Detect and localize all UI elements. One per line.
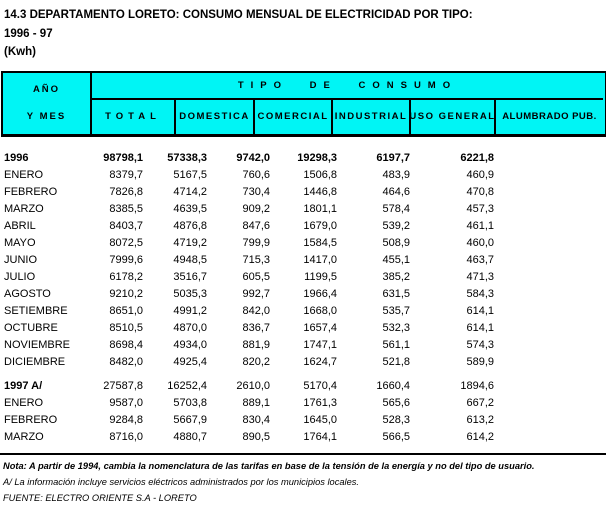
cell-uso-general: 483,9 <box>382 169 410 181</box>
cell-domestica: 57338,3 <box>167 152 207 164</box>
cell-domestica: 4925,4 <box>173 356 207 368</box>
row-label: AGOSTO <box>4 288 51 300</box>
cell-uso-general: 521,8 <box>382 356 410 368</box>
row-label: 1996 <box>4 152 29 164</box>
footnotes <box>0 455 606 506</box>
table-body <box>0 137 606 446</box>
cell-industrial: 1747,1 <box>303 339 337 351</box>
cell-domestica: 4934,0 <box>173 339 207 351</box>
table-row <box>0 286 606 303</box>
table-row <box>0 150 606 167</box>
cell-comercial: 799,9 <box>242 237 270 249</box>
cell-comercial: 847,6 <box>242 220 270 232</box>
row-label: JUNIO <box>4 254 37 266</box>
page-title: 14.3 DEPARTAMENTO LORETO: CONSUMO MENSUAL DE ELECTRICIDAD POR TIPO: <box>4 9 473 21</box>
cell-domestica: 5035,3 <box>173 288 207 300</box>
table-row <box>0 269 606 286</box>
cell-industrial: 1668,0 <box>303 305 337 317</box>
cell-alumbrado: 614,1 <box>466 305 494 317</box>
cell-industrial: 1679,0 <box>303 220 337 232</box>
cell-alumbrado: 667,2 <box>466 397 494 409</box>
cell-industrial: 1657,4 <box>303 322 337 334</box>
cell-alumbrado: 614,1 <box>466 322 494 334</box>
table-row <box>0 201 606 218</box>
cell-total: 8716,0 <box>109 431 143 443</box>
cell-alumbrado: 584,3 <box>466 288 494 300</box>
cell-comercial: 909,2 <box>242 203 270 215</box>
title-units: (Kwh) <box>4 46 36 58</box>
row-label: SETIEMBRE <box>4 305 68 317</box>
cell-industrial: 1624,7 <box>303 356 337 368</box>
cell-uso-general: 539,2 <box>382 220 410 232</box>
cell-total: 7826,8 <box>109 186 143 198</box>
cell-industrial: 5170,4 <box>303 380 337 392</box>
table-row <box>0 395 606 412</box>
cell-total: 9210,2 <box>109 288 143 300</box>
row-label: FEBRERO <box>4 414 58 426</box>
cell-industrial: 1966,4 <box>303 288 337 300</box>
cell-domestica: 4639,5 <box>173 203 207 215</box>
cell-domestica: 16252,4 <box>167 380 207 392</box>
cell-uso-general: 528,3 <box>382 414 410 426</box>
row-label: ENERO <box>4 169 44 181</box>
cell-alumbrado: 471,3 <box>466 271 494 283</box>
title-years: 1996 - 97 <box>4 27 53 40</box>
row-label: ABRIL <box>4 220 36 232</box>
cell-uso-general: 565,6 <box>382 397 410 409</box>
row-label: MARZO <box>4 203 44 215</box>
cell-comercial: 715,3 <box>242 254 270 266</box>
cell-alumbrado: 470,8 <box>466 186 494 198</box>
cell-industrial: 1417,0 <box>303 254 337 266</box>
cell-total: 9587,0 <box>109 397 143 409</box>
table-row <box>0 218 606 235</box>
row-label: NOVIEMBRE <box>4 339 71 351</box>
corner-header-line1: AÑO <box>32 83 61 95</box>
table-row <box>0 235 606 252</box>
cell-comercial: 830,4 <box>242 414 270 426</box>
cell-uso-general: 578,4 <box>382 203 410 215</box>
cell-domestica: 4948,5 <box>173 254 207 266</box>
cell-uso-general: 631,5 <box>382 288 410 300</box>
cell-domestica: 4880,7 <box>173 431 207 443</box>
cell-domestica: 4719,2 <box>173 237 207 249</box>
table-row <box>0 167 606 184</box>
row-label: MARZO <box>4 431 44 443</box>
cell-uso-general: 561,1 <box>382 339 410 351</box>
cell-total: 6178,2 <box>109 271 143 283</box>
cell-total: 8510,5 <box>109 322 143 334</box>
cell-alumbrado: 1894,6 <box>460 380 494 392</box>
cell-comercial: 605,5 <box>242 271 270 283</box>
cell-domestica: 4870,0 <box>173 322 207 334</box>
cell-alumbrado: 589,9 <box>466 356 494 368</box>
cell-uso-general: 464,6 <box>382 186 410 198</box>
col-header-domestica: DOMESTICA <box>176 100 255 134</box>
col-header-uso-general: USO GENERAL <box>411 100 496 134</box>
cell-industrial: 19298,3 <box>297 152 337 164</box>
cell-uso-general: 535,7 <box>382 305 410 317</box>
row-label: 1997 A/ <box>4 380 43 392</box>
group-header-cell: TIPO DE CONSUMO <box>92 73 603 100</box>
cell-domestica: 5703,8 <box>173 397 207 409</box>
cell-comercial: 2610,0 <box>236 380 270 392</box>
cell-industrial: 1645,0 <box>303 414 337 426</box>
col-header-industrial: INDUSTRIAL <box>333 100 411 134</box>
cell-industrial: 1506,8 <box>303 169 337 181</box>
cell-total: 98798,1 <box>103 152 143 164</box>
cell-alumbrado: 461,1 <box>466 220 494 232</box>
table-row <box>0 354 606 371</box>
cell-total: 8403,7 <box>109 220 143 232</box>
cell-uso-general: 508,9 <box>382 237 410 249</box>
cell-alumbrado: 6221,8 <box>460 152 494 164</box>
cell-alumbrado: 457,3 <box>466 203 494 215</box>
table-row <box>0 378 606 395</box>
cell-alumbrado: 460,0 <box>466 237 494 249</box>
col-header-alumbrado: ALUMBRADO PUB. <box>502 111 597 122</box>
table-row <box>0 320 606 337</box>
cell-total: 27587,8 <box>103 380 143 392</box>
row-label: JULIO <box>4 271 36 283</box>
cell-total: 8072,5 <box>109 237 143 249</box>
row-label: ENERO <box>4 397 44 409</box>
cell-industrial: 1801,1 <box>303 203 337 215</box>
cell-comercial: 881,9 <box>242 339 270 351</box>
cell-domestica: 4991,2 <box>173 305 207 317</box>
cell-domestica: 4876,8 <box>173 220 207 232</box>
cell-comercial: 890,5 <box>242 431 270 443</box>
cell-industrial: 1764,1 <box>303 431 337 443</box>
row-label: FEBRERO <box>4 186 58 198</box>
cell-domestica: 5167,5 <box>173 169 207 181</box>
footnote-a: A/ La información incluye servicios eléctricos administrados por los municipios locales. <box>3 476 360 487</box>
cell-total: 9284,8 <box>109 414 143 426</box>
cell-domestica: 5667,9 <box>173 414 207 426</box>
cell-comercial: 992,7 <box>242 288 270 300</box>
cell-alumbrado: 574,3 <box>466 339 494 351</box>
row-label: DICIEMBRE <box>4 356 66 368</box>
cell-domestica: 4714,2 <box>173 186 207 198</box>
cell-industrial: 1199,5 <box>304 271 337 283</box>
cell-total: 8379,7 <box>109 169 143 181</box>
table-row <box>0 412 606 429</box>
cell-total: 7999,6 <box>109 254 143 266</box>
table-row <box>0 337 606 354</box>
title-block <box>0 0 606 62</box>
corner-header-cell <box>3 73 92 134</box>
cell-industrial: 1761,3 <box>303 397 337 409</box>
cell-alumbrado: 460,9 <box>466 169 494 181</box>
cell-uso-general: 532,3 <box>382 322 410 334</box>
table-row <box>0 303 606 320</box>
table-row <box>0 429 606 446</box>
col-header-total: TOTAL <box>92 100 176 134</box>
cell-uso-general: 455,1 <box>382 254 410 266</box>
cell-total: 8651,0 <box>109 305 143 317</box>
row-spacer <box>0 371 606 378</box>
cell-comercial: 730,4 <box>242 186 270 198</box>
cell-comercial: 889,1 <box>242 397 270 409</box>
cell-total: 8698,4 <box>109 339 143 351</box>
cell-comercial: 842,0 <box>242 305 270 317</box>
col-header-comercial: COMERCIAL <box>255 100 333 134</box>
cell-uso-general: 566,5 <box>382 431 410 443</box>
footnote-fuente: FUENTE: ELECTRO ORIENTE S.A - LORETO <box>3 492 197 503</box>
cell-uso-general: 385,2 <box>382 271 410 283</box>
row-label: MAYO <box>4 237 36 249</box>
cell-uso-general: 6197,7 <box>376 152 410 164</box>
cell-total: 8385,5 <box>109 203 143 215</box>
cell-industrial: 1584,5 <box>303 237 337 249</box>
cell-comercial: 836,7 <box>242 322 270 334</box>
table-row <box>0 184 606 201</box>
cell-comercial: 760,6 <box>242 169 270 181</box>
cell-alumbrado: 613,2 <box>466 414 494 426</box>
row-label: OCTUBRE <box>4 322 58 334</box>
table-row <box>0 252 606 269</box>
cell-alumbrado: 614,2 <box>466 431 494 443</box>
cell-comercial: 9742,0 <box>236 152 270 164</box>
footnote-nota: Nota: A partir de 1994, cambia la nomenclatura de las tarifas en base de la tensión de la energía y no del tipo de usuario. <box>3 460 535 471</box>
cell-alumbrado: 463,7 <box>466 254 494 266</box>
corner-header-line2: Y MES <box>26 111 67 123</box>
cell-uso-general: 1660,4 <box>376 380 410 392</box>
cell-comercial: 820,2 <box>242 356 270 368</box>
table-header <box>1 71 606 137</box>
cell-total: 8482,0 <box>109 356 143 368</box>
cell-domestica: 3516,7 <box>173 271 207 283</box>
cell-industrial: 1446,8 <box>303 186 337 198</box>
